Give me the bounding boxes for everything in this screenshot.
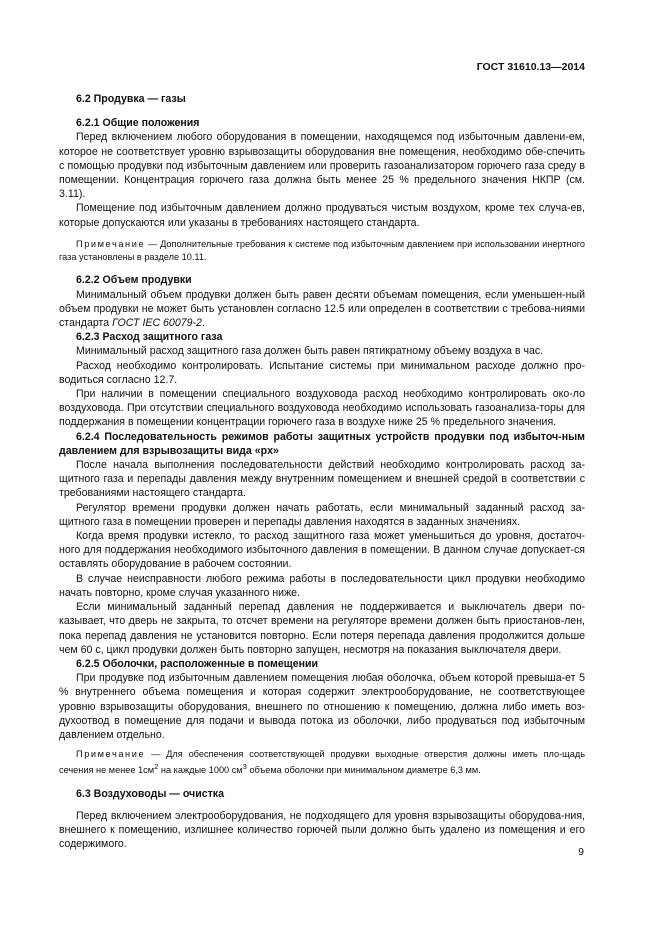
note-text: — Дополнительные требования к системе под избыточным давлением при использовании инертного газа установлены в разделе 10.11. <box>59 238 585 262</box>
note-text: — Для обеспечения соответствующей продувки выходные отверстия должны иметь пло-щадь сечения не менее 1см <box>59 749 585 775</box>
page-content <box>59 92 585 852</box>
standard-reference: ГОСТ IEC 60079-2 <box>112 317 202 330</box>
superscript: 2 <box>154 761 159 771</box>
paragraph: Перед включением электрооборудования, не подходящего для уровня взрывозащиты оборудова-ния, внешнего к помещению, излишнее количество горючей пыли должно быть удалено из помещения и его содержимого. <box>59 809 585 851</box>
paragraph: Помещение под избыточным давлением должно продуваться чистым воздухом, кроме тех случа-ев, которые допускаются или указаны в требованиях настоящего стандарта. <box>59 202 585 229</box>
paragraph: После начала выполнения последовательности действий необходимо контролировать расход за-щитного газа и перепады давления между внутренним помещением и внешней средой в соответствии с требованиями настоящего стандарта. <box>59 459 585 500</box>
paragraph-text: Минимальный объем продувки должен быть равен десяти объемам помещения, если уменьшен-ный объем продувки не может быть установлен согласно 12.5 или определен в соответствии с требова-ниями стандарта <box>59 288 585 330</box>
paragraph: Если минимальный заданный перепад давления не поддерживается и выключатель двери по-казывает, что дверь не закрыта, то отсчет времени на регуляторе времени должен быть приостанов-лен, пока перепад давления не установится повторно. Если потеря перепада давления продолжится дольше чем 60 с, цикл продувки должен быть повторно запущен, несмотря на показания выключателя двери. <box>59 601 585 656</box>
paragraph: Расход необходимо контролировать. Испытание системы при минимальном расходе должно про-водиться согласно 12.7. <box>59 359 585 386</box>
subsection-6-2-4-title: 6.2.4 Последовательность режимов работы защитных устройств продувки под избыточ-ным давлением для взрывозащиты вида «px» <box>59 430 585 457</box>
section-6-3-title: 6.3 Воздуховоды — очистка <box>76 787 224 800</box>
note <box>59 238 585 264</box>
subsection-6-2-2-title: 6.2.2 Объем продувки <box>76 274 192 287</box>
subsection-6-2-5-title: 6.2.5 Оболочки, расположенные в помещении <box>76 657 319 670</box>
paragraph: При наличии в помещении специального воздуховода расход необходимо контролировать око-ло воздуховода. При отсутствии специального воздуховода необходимо использовать газоанализа-торы для поддержания в помещении концентрации горючего газа в воздухе ниже 25 % предельного значения. <box>59 388 585 429</box>
paragraph-end: . <box>201 317 205 330</box>
paragraph: При продувке под избыточным давлением помещения любая оболочка, объем которой превыша-ет 5 % внутреннего объема помещения и которая содержит электрооборудование, не соответствующее уровню взрывозащиты оборудования, внешнего по отношению к помещению, должна либо иметь воз-духоотвод в помещение для подачи и вывода потока из оболочки, либо продуваться под избыточным давлением отдельно. <box>59 672 585 741</box>
superscript: 3 <box>242 761 247 771</box>
paragraph: Минимальный расход защитного газа должен быть равен пятикратному объему воздуха в час. <box>76 345 544 358</box>
standard-header: ГОСТ 31610.13—2014 <box>476 61 585 73</box>
note-label: Примечание <box>76 238 146 249</box>
subsection-6-2-1-title: 6.2.1 Общие положения <box>76 117 200 130</box>
paragraph: Когда время продувки истекло, то расход защитного газа может уменьшиться до уровня, достаточ-ного для поддержания необходимого избыточного давления в помещении. В данном случае допускает-ся оставлять оборудование в рабочем состоянии. <box>59 530 585 571</box>
paragraph: Перед включением любого оборудования в помещении, находящемся под избыточным давлени-ем, которое не соответствует уровню взрывозащиты оборудования вне помещения, необходимо обе-спечить с помощью продувки под избыточным давлением или проверить газоанализатором горючего газа среду в помещении. Концентрация горючего газа должна быть менее 25 % предельного значения НКПР (см. 3.11). <box>59 131 585 201</box>
paragraph <box>59 288 585 331</box>
note-label: Примечание <box>76 749 146 760</box>
note-text: на каждые 1000 см <box>158 764 243 775</box>
section-6-2-title: 6.2 Продувка — газы <box>76 93 186 105</box>
page-number: 9 <box>578 846 584 858</box>
note-text: объема оболочки при минимальном диаметре 6,3 мм. <box>246 764 481 775</box>
note <box>59 748 585 777</box>
paragraph: Регулятор времени продувки должен начать работать, если минимальный заданный расход за-щитного газа в помещении проверен и перепады давления находятся в заданных значениях. <box>59 501 585 528</box>
subsection-6-2-3-title: 6.2.3 Расход защитного газа <box>76 331 223 344</box>
paragraph: В случае неисправности любого режима работы в последовательности цикл продувки необходимо начать повторно, кроме случая указанного ниже. <box>59 572 585 599</box>
